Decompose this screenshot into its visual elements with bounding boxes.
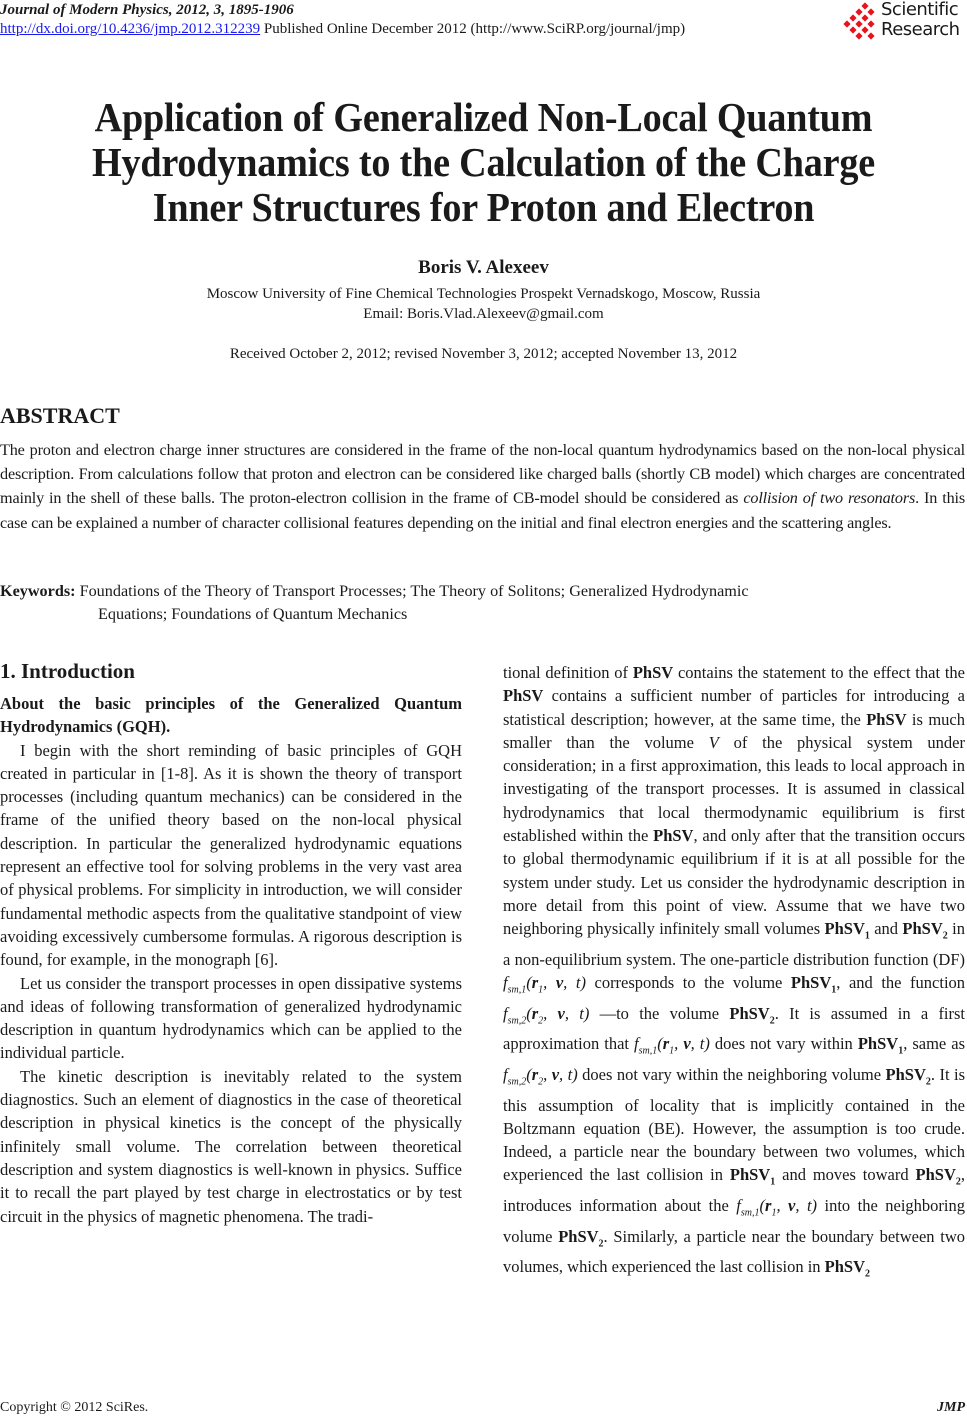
published-online-text: Published Online December 2012 (http://www.SciRP.org/journal/jmp) (260, 21, 686, 37)
text: , same as (903, 1034, 966, 1054)
text: into the neighboring volume (503, 1196, 965, 1246)
text: and moves toward (775, 1165, 916, 1185)
body-column-left (0, 658, 462, 1228)
text: of the physical system under consideration; in a first approximation, this leads to local approach in investigating of the transport processes. It is assumed in classical hydrodynamics that local thermodynamic equilibrium is first established within the (503, 732, 965, 846)
journal-details: , 2012, 3, 1895-1906 (168, 2, 294, 18)
text: , and the function (836, 973, 966, 993)
phsv-2-term: PhSV$_2$ (729, 1003, 775, 1027)
phsv-term: PhSV (632, 663, 674, 682)
phsv-2-term: PhSV$_2$ (824, 1257, 871, 1280)
title-line-1: Application of Generalized Non-Local Quantum (94, 94, 873, 140)
logo-diamond (855, 32, 862, 39)
text: does not vary within (709, 1034, 858, 1054)
phsv-2-term: PhSV$_2$ (558, 1226, 604, 1249)
paragraph: Let us consider the transport processes in open dissipative systems and ideas of following transformation of generalized hydrodynamic description in quantum hydrodynamics which can be applied to the individual particle. (0, 973, 462, 1063)
paragraph: I begin with the short reminding of basic principles of GQH created in particular in [1-8]. As it is shown the theory of transport processes (including quantum mechanics) can be considered in the frame of the unified theory based on the non-local physical description. In particular the generalized hydrodynamic equations represent an effective tool for solving problems in the very vast area of physical problems. For simplicity in introduction, we will consider fundamental methodic aspects from the qualitative standpoint of view avoiding excessively cumbersome formulas. A rigorous description is found, for example, in the monograph [6]. (0, 740, 462, 970)
logo-diamond (855, 8, 862, 15)
abstract-emphasis: collision of two resonators (743, 489, 916, 508)
text: . It is this assumption of locality that is implicitly contained in the Boltzmann equation (BE). However, the assumption is too crude. Indeed, a particle near the boundary between two volumes, which experienced the last collision in (503, 1064, 966, 1185)
text: tional definition of (503, 663, 633, 682)
text: and (869, 919, 903, 939)
phsv-term: PhSV (503, 686, 544, 706)
author-name: Boris V. Alexeev (418, 257, 549, 278)
logo-diamond (861, 2, 868, 9)
df-formula-2: $f_{sm,2}(r_2$, v, t) (503, 1064, 578, 1088)
journal-citation (0, 1, 294, 19)
keywords-label: Keywords: (0, 582, 76, 600)
logo-line-2: Research (881, 19, 960, 40)
df-formula-1: $f_{sm,1}(r_1$, v, t) (634, 1034, 710, 1057)
text: . It is assumed in a first approximation that (503, 1003, 966, 1054)
author-affiliation: Moscow University of Fine Chemical Technologies Prospekt Vernadskogo, Moscow, Russia (206, 286, 761, 302)
paper-title (34, 95, 933, 230)
abstract-text-part: . In this case can be explained a number of character collisional features depending on the initial and final electron energies and the scattering angles. (0, 489, 966, 532)
copyright-notice: Copyright © 2012 SciRes. (0, 1400, 149, 1415)
logo-diamond (861, 26, 868, 33)
text: . Similarly, a particle near the boundary between two volumes, which experienced the last collision in (503, 1226, 965, 1277)
author-email: Email: Boris.Vlad.Alexeev@gmail.com (363, 306, 604, 322)
df-formula-1: $f_{sm,1}(r_1$, v, t) (503, 973, 586, 996)
df-formula-1: $f_{sm,1}(r_1$, v, t) (736, 1196, 818, 1219)
logo-diamond (867, 32, 874, 39)
logo-diamond (861, 14, 868, 21)
section-heading: 1. Introduction (0, 659, 135, 683)
publisher-logo (843, 0, 967, 44)
text: —to the volume (589, 1003, 730, 1023)
text: does not vary within the neighboring volume (577, 1064, 886, 1084)
phsv-1-term: PhSV$_1$ (729, 1165, 776, 1188)
journal-name: Journal of Modern Physics (0, 2, 169, 18)
logo-diamond (849, 14, 856, 21)
logo-line-1: Scientific (881, 0, 959, 20)
abstract-heading: ABSTRACT (0, 403, 120, 428)
logo-diamond (849, 26, 856, 33)
text: contains a sufficient number of particles for introducing a statistical description; however, at the same time, the (503, 686, 965, 729)
df-formula-2: $f_{sm,2}(r_2$, v, t) (503, 1003, 590, 1027)
text: , and only after that the transition occurs to global thermodynamic equilibrium if it is at all possible for the system under study. Let us consider the hydrodynamic description in more detail from this point of view. Assume that we have two neighboring physically infinitely small volumes (503, 826, 965, 939)
phsv-term: PhSV (653, 826, 694, 846)
journal-abbreviation: JMP (937, 1400, 965, 1415)
text: , introduces information about the (503, 1165, 965, 1216)
keywords (0, 580, 967, 626)
phsv-2-term: PhSV$_2$ (902, 919, 948, 942)
text: contains the statement to the effect that the (673, 663, 965, 682)
logo-wordmark (881, 0, 960, 40)
logo-diamond (855, 20, 862, 27)
subsection-heading: About the basic principles of the Generalized Quantum Hydrodynamics (GQH). (0, 694, 462, 737)
logo-diamond (843, 20, 850, 27)
paragraph: The kinetic description is inevitably related to the system diagnostics. Such an element of diagnostics in the case of theoretical description in physical kinetics is the concept of the physically infinitely small volume. The correlation between theoretical description and system diagnostics is well-known in physics. Suffice it to recall the part played by test charge in electrostatics or by test circuit in the physics of magnetic phenomena. The tradi- (0, 1066, 462, 1226)
phsv-2-term: PhSV$_2$ (885, 1064, 931, 1088)
phsv-term: PhSV (866, 709, 907, 729)
phsv-2-term: PhSV$_2$ (915, 1165, 961, 1188)
keywords-line-2: Equations; Foundations of Quantum Mechanics (98, 605, 408, 623)
publication-line (0, 20, 685, 38)
phsv-1-term: PhSV$_1$ (790, 973, 837, 996)
keywords-line-1: Foundations of the Theory of Transport Processes; The Theory of Solitons; Generalized Hydrodynamic (75, 582, 749, 600)
text: in a non-equilibrium system. The one-particle distribution function (DF) (503, 919, 965, 969)
title-line-2: Hydrodynamics to the Calculation of the Charge (91, 139, 875, 185)
doi-link[interactable]: http://dx.doi.org/10.4236/jmp.2012.312239 (0, 21, 261, 37)
logo-diamond (867, 20, 874, 27)
text: corresponds to the volume (585, 973, 791, 993)
text: is much smaller than the volume (503, 709, 965, 752)
volume-symbol: V (708, 732, 719, 752)
title-line-3: Inner Structures for Proton and Electron (152, 184, 815, 230)
logo-diamond (867, 8, 874, 15)
scientific-research-diamonds-icon (843, 2, 879, 42)
abstract-text (0, 438, 965, 535)
paragraph (503, 661, 965, 1286)
abstract-text-part: The proton and electron charge inner structures are considered in the frame of the non-local quantum hydrodynamics based on the non-local physical description. From calculations follow that proton and electron can be considered like charged balls (shortly CB model) which charges are concentrated mainly in the shell of these balls. The proton-electron collision in the frame of CB-model should be considered as (0, 441, 965, 508)
body-column-right (503, 661, 965, 1286)
submission-dates: Received October 2, 2012; revised November 3, 2012; accepted November 13, 2012 (229, 346, 738, 362)
phsv-1-term: PhSV$_1$ (857, 1034, 904, 1057)
phsv-1-term: PhSV$_1$ (824, 919, 870, 942)
